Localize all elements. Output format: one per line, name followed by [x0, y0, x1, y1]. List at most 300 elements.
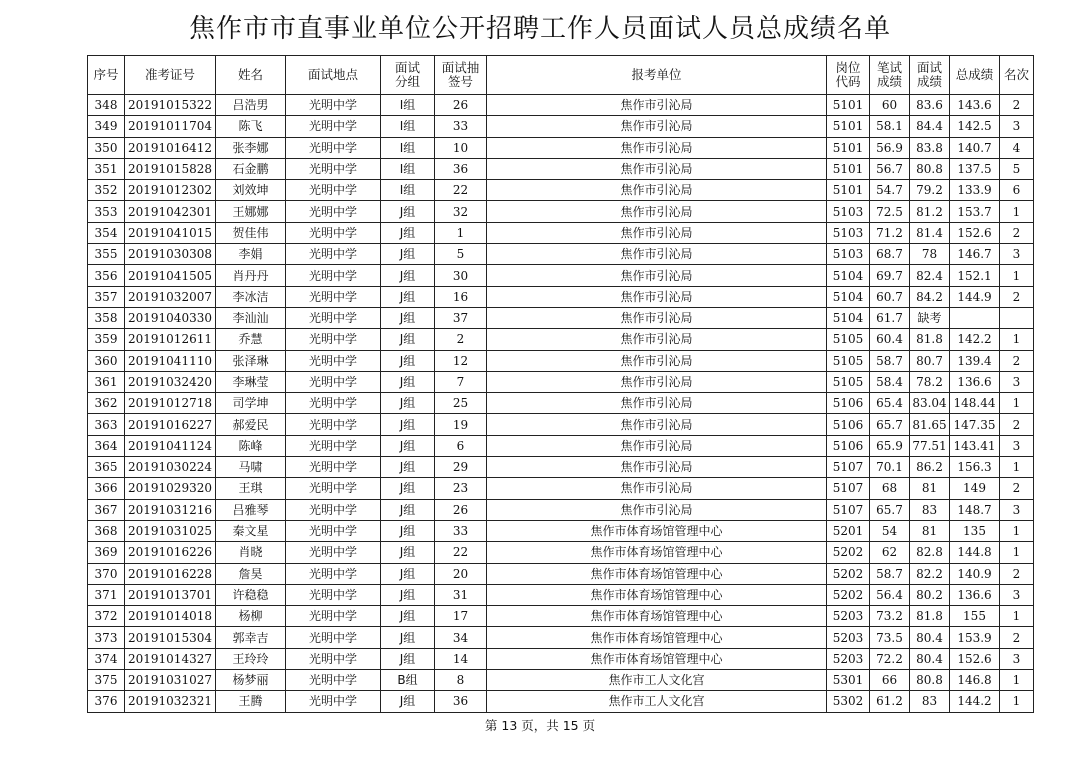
cell-interview-score: 83.8 — [910, 137, 950, 158]
cell-rank: 1 — [1000, 670, 1034, 691]
cell-unit: 焦作市引沁局 — [487, 350, 827, 371]
cell-group: I组 — [381, 137, 435, 158]
cell-written-score: 65.7 — [870, 414, 910, 435]
cell-location: 光明中学 — [286, 627, 381, 648]
cell-seq: 357 — [88, 286, 125, 307]
cell-name: 王玲玲 — [216, 648, 286, 669]
cell-unit: 焦作市引沁局 — [487, 329, 827, 350]
cell-post-code: 5203 — [827, 606, 870, 627]
table-row — [88, 350, 1034, 371]
cell-group: I组 — [381, 116, 435, 137]
table-row — [88, 457, 1034, 478]
cell-rank: 2 — [1000, 350, 1034, 371]
header-col-written-score: 笔试 成绩 — [870, 56, 910, 95]
cell-unit: 焦作市体育场馆管理中心 — [487, 648, 827, 669]
cell-group: J组 — [381, 393, 435, 414]
cell-draw-no: 36 — [435, 158, 487, 179]
cell-rank — [1000, 307, 1034, 328]
cell-name: 王琪 — [216, 478, 286, 499]
cell-rank: 1 — [1000, 691, 1034, 712]
cell-written-score: 58.4 — [870, 371, 910, 392]
cell-location: 光明中学 — [286, 201, 381, 222]
cell-exam-id: 20191014018 — [125, 606, 216, 627]
table-row — [88, 95, 1034, 116]
table-row — [88, 520, 1034, 541]
cell-interview-score: 82.8 — [910, 542, 950, 563]
cell-group: J组 — [381, 520, 435, 541]
cell-total-score: 155 — [950, 606, 1000, 627]
cell-written-score: 54.7 — [870, 180, 910, 201]
cell-post-code: 5104 — [827, 307, 870, 328]
cell-draw-no: 37 — [435, 307, 487, 328]
cell-draw-no: 6 — [435, 435, 487, 456]
cell-written-score: 61.7 — [870, 307, 910, 328]
cell-location: 光明中学 — [286, 542, 381, 563]
cell-unit: 焦作市引沁局 — [487, 244, 827, 265]
cell-written-score: 58.1 — [870, 116, 910, 137]
table-row — [88, 563, 1034, 584]
cell-written-score: 70.1 — [870, 457, 910, 478]
cell-group: J组 — [381, 371, 435, 392]
cell-exam-id: 20191032420 — [125, 371, 216, 392]
cell-draw-no: 14 — [435, 648, 487, 669]
cell-written-score: 66 — [870, 670, 910, 691]
cell-group: J组 — [381, 329, 435, 350]
cell-post-code: 5201 — [827, 520, 870, 541]
cell-rank: 3 — [1000, 584, 1034, 605]
cell-unit: 焦作市引沁局 — [487, 180, 827, 201]
cell-group: J组 — [381, 435, 435, 456]
cell-rank: 3 — [1000, 435, 1034, 456]
cell-interview-score: 82.2 — [910, 563, 950, 584]
cell-written-score: 60.7 — [870, 286, 910, 307]
cell-post-code: 5203 — [827, 627, 870, 648]
cell-group: J组 — [381, 222, 435, 243]
cell-interview-score: 81.8 — [910, 329, 950, 350]
cell-post-code: 5104 — [827, 265, 870, 286]
cell-seq: 363 — [88, 414, 125, 435]
cell-name: 陈飞 — [216, 116, 286, 137]
cell-written-score: 56.9 — [870, 137, 910, 158]
cell-location: 光明中学 — [286, 180, 381, 201]
cell-draw-no: 22 — [435, 180, 487, 201]
cell-exam-id: 20191012611 — [125, 329, 216, 350]
cell-interview-score: 81.65 — [910, 414, 950, 435]
table-row — [88, 201, 1034, 222]
header-col-location: 面试地点 — [286, 56, 381, 95]
cell-rank: 1 — [1000, 201, 1034, 222]
cell-draw-no: 23 — [435, 478, 487, 499]
cell-seq: 370 — [88, 563, 125, 584]
cell-unit: 焦作市引沁局 — [487, 307, 827, 328]
header-col-seq: 序号 — [88, 56, 125, 95]
cell-written-score: 65.9 — [870, 435, 910, 456]
cell-exam-id: 20191041505 — [125, 265, 216, 286]
cell-draw-no: 1 — [435, 222, 487, 243]
cell-rank: 1 — [1000, 520, 1034, 541]
cell-group: J组 — [381, 201, 435, 222]
cell-location: 光明中学 — [286, 648, 381, 669]
cell-draw-no: 26 — [435, 499, 487, 520]
cell-post-code: 5107 — [827, 457, 870, 478]
cell-unit: 焦作市引沁局 — [487, 222, 827, 243]
cell-unit: 焦作市引沁局 — [487, 414, 827, 435]
cell-unit: 焦作市引沁局 — [487, 457, 827, 478]
header-col-interview-score: 面试 成绩 — [910, 56, 950, 95]
cell-post-code: 5101 — [827, 95, 870, 116]
cell-interview-score: 80.4 — [910, 627, 950, 648]
cell-unit: 焦作市引沁局 — [487, 478, 827, 499]
cell-total-score — [950, 307, 1000, 328]
cell-exam-id: 20191031027 — [125, 670, 216, 691]
cell-written-score: 69.7 — [870, 265, 910, 286]
cell-location: 光明中学 — [286, 371, 381, 392]
cell-location: 光明中学 — [286, 307, 381, 328]
cell-draw-no: 33 — [435, 116, 487, 137]
table-row — [88, 180, 1034, 201]
cell-rank: 2 — [1000, 563, 1034, 584]
cell-name: 郭幸吉 — [216, 627, 286, 648]
cell-seq: 359 — [88, 329, 125, 350]
cell-draw-no: 36 — [435, 691, 487, 712]
cell-location: 光明中学 — [286, 286, 381, 307]
cell-group: J组 — [381, 499, 435, 520]
cell-post-code: 5202 — [827, 542, 870, 563]
cell-location: 光明中学 — [286, 520, 381, 541]
cell-draw-no: 12 — [435, 350, 487, 371]
cell-post-code: 5101 — [827, 158, 870, 179]
cell-interview-score: 84.2 — [910, 286, 950, 307]
page-footer: 第 13 页，共 15 页 — [484, 718, 596, 733]
cell-name: 肖晓 — [216, 542, 286, 563]
cell-interview-score: 78.2 — [910, 371, 950, 392]
cell-name: 吕浩男 — [216, 95, 286, 116]
cell-post-code: 5106 — [827, 414, 870, 435]
header-col-unit: 报考单位 — [487, 56, 827, 95]
cell-written-score: 62 — [870, 542, 910, 563]
cell-rank: 3 — [1000, 499, 1034, 520]
cell-draw-no: 22 — [435, 542, 487, 563]
cell-name: 李冰洁 — [216, 286, 286, 307]
cell-name: 王娜娜 — [216, 201, 286, 222]
cell-total-score: 139.4 — [950, 350, 1000, 371]
cell-post-code: 5105 — [827, 329, 870, 350]
cell-seq: 348 — [88, 95, 125, 116]
cell-draw-no: 29 — [435, 457, 487, 478]
cell-location: 光明中学 — [286, 414, 381, 435]
cell-location: 光明中学 — [286, 116, 381, 137]
header-col-name: 姓名 — [216, 56, 286, 95]
cell-seq: 350 — [88, 137, 125, 158]
table-row — [88, 116, 1034, 137]
cell-total-score: 153.9 — [950, 627, 1000, 648]
cell-group: J组 — [381, 542, 435, 563]
cell-post-code: 5103 — [827, 201, 870, 222]
cell-seq: 360 — [88, 350, 125, 371]
cell-group: J组 — [381, 244, 435, 265]
cell-total-score: 143.6 — [950, 95, 1000, 116]
cell-written-score: 71.2 — [870, 222, 910, 243]
cell-location: 光明中学 — [286, 329, 381, 350]
cell-draw-no: 17 — [435, 606, 487, 627]
cell-total-score: 152.6 — [950, 648, 1000, 669]
cell-post-code: 5202 — [827, 563, 870, 584]
table-row — [88, 435, 1034, 456]
cell-location: 光明中学 — [286, 158, 381, 179]
cell-rank: 2 — [1000, 478, 1034, 499]
cell-draw-no: 31 — [435, 584, 487, 605]
cell-exam-id: 20191030308 — [125, 244, 216, 265]
table-row — [88, 670, 1034, 691]
cell-location: 光明中学 — [286, 244, 381, 265]
cell-name: 李娟 — [216, 244, 286, 265]
cell-unit: 焦作市体育场馆管理中心 — [487, 584, 827, 605]
cell-seq: 375 — [88, 670, 125, 691]
cell-interview-score: 81.4 — [910, 222, 950, 243]
cell-name: 张李娜 — [216, 137, 286, 158]
table-row — [88, 691, 1034, 712]
cell-exam-id: 20191031025 — [125, 520, 216, 541]
cell-rank: 4 — [1000, 137, 1034, 158]
cell-location: 光明中学 — [286, 478, 381, 499]
cell-interview-score: 81.2 — [910, 201, 950, 222]
cell-post-code: 5203 — [827, 648, 870, 669]
cell-post-code: 5106 — [827, 393, 870, 414]
cell-post-code: 5105 — [827, 350, 870, 371]
cell-seq: 374 — [88, 648, 125, 669]
cell-rank: 5 — [1000, 158, 1034, 179]
cell-draw-no: 19 — [435, 414, 487, 435]
cell-written-score: 72.2 — [870, 648, 910, 669]
cell-group: J组 — [381, 627, 435, 648]
cell-name: 詹昊 — [216, 563, 286, 584]
cell-draw-no: 8 — [435, 670, 487, 691]
cell-total-score: 148.44 — [950, 393, 1000, 414]
cell-post-code: 5105 — [827, 371, 870, 392]
cell-total-score: 156.3 — [950, 457, 1000, 478]
cell-written-score: 68 — [870, 478, 910, 499]
cell-name: 吕雅琴 — [216, 499, 286, 520]
cell-seq: 368 — [88, 520, 125, 541]
cell-unit: 焦作市体育场馆管理中心 — [487, 627, 827, 648]
cell-group: J组 — [381, 584, 435, 605]
cell-seq: 358 — [88, 307, 125, 328]
cell-name: 王腾 — [216, 691, 286, 712]
cell-name: 许稳稳 — [216, 584, 286, 605]
cell-seq: 372 — [88, 606, 125, 627]
cell-written-score: 54 — [870, 520, 910, 541]
cell-location: 光明中学 — [286, 435, 381, 456]
cell-group: J组 — [381, 648, 435, 669]
cell-interview-score: 83.04 — [910, 393, 950, 414]
cell-unit: 焦作市体育场馆管理中心 — [487, 563, 827, 584]
cell-draw-no: 7 — [435, 371, 487, 392]
table-row — [88, 499, 1034, 520]
cell-name: 肖丹丹 — [216, 265, 286, 286]
cell-draw-no: 30 — [435, 265, 487, 286]
cell-total-score: 140.9 — [950, 563, 1000, 584]
cell-seq: 367 — [88, 499, 125, 520]
cell-interview-score: 80.4 — [910, 648, 950, 669]
cell-interview-score: 83 — [910, 499, 950, 520]
cell-exam-id: 20191012718 — [125, 393, 216, 414]
cell-exam-id: 20191016412 — [125, 137, 216, 158]
cell-draw-no: 33 — [435, 520, 487, 541]
cell-unit: 焦作市引沁局 — [487, 158, 827, 179]
cell-unit: 焦作市引沁局 — [487, 265, 827, 286]
cell-rank: 2 — [1000, 627, 1034, 648]
table-row — [88, 606, 1034, 627]
cell-name: 司学坤 — [216, 393, 286, 414]
cell-total-score: 133.9 — [950, 180, 1000, 201]
cell-draw-no: 25 — [435, 393, 487, 414]
cell-exam-id: 20191032321 — [125, 691, 216, 712]
results-table — [87, 55, 1034, 713]
cell-seq: 362 — [88, 393, 125, 414]
cell-group: J组 — [381, 563, 435, 584]
cell-draw-no: 32 — [435, 201, 487, 222]
cell-post-code: 5103 — [827, 244, 870, 265]
cell-draw-no: 10 — [435, 137, 487, 158]
cell-interview-score: 81 — [910, 478, 950, 499]
cell-draw-no: 5 — [435, 244, 487, 265]
cell-seq: 354 — [88, 222, 125, 243]
cell-interview-score: 81.8 — [910, 606, 950, 627]
cell-rank: 1 — [1000, 542, 1034, 563]
cell-exam-id: 20191030224 — [125, 457, 216, 478]
cell-interview-score: 84.4 — [910, 116, 950, 137]
table-row — [88, 307, 1034, 328]
cell-total-score: 152.6 — [950, 222, 1000, 243]
cell-unit: 焦作市引沁局 — [487, 137, 827, 158]
cell-interview-score: 80.2 — [910, 584, 950, 605]
cell-location: 光明中学 — [286, 606, 381, 627]
cell-exam-id: 20191041124 — [125, 435, 216, 456]
cell-location: 光明中学 — [286, 563, 381, 584]
cell-group: I组 — [381, 158, 435, 179]
cell-unit: 焦作市体育场馆管理中心 — [487, 606, 827, 627]
cell-post-code: 5302 — [827, 691, 870, 712]
cell-exam-id: 20191032007 — [125, 286, 216, 307]
cell-unit: 焦作市体育场馆管理中心 — [487, 542, 827, 563]
cell-draw-no: 34 — [435, 627, 487, 648]
cell-post-code: 5107 — [827, 478, 870, 499]
cell-location: 光明中学 — [286, 691, 381, 712]
cell-total-score: 144.2 — [950, 691, 1000, 712]
cell-location: 光明中学 — [286, 137, 381, 158]
cell-seq: 352 — [88, 180, 125, 201]
cell-unit: 焦作市引沁局 — [487, 116, 827, 137]
cell-total-score: 142.2 — [950, 329, 1000, 350]
cell-interview-score: 86.2 — [910, 457, 950, 478]
cell-exam-id: 20191015322 — [125, 95, 216, 116]
cell-unit: 焦作市引沁局 — [487, 371, 827, 392]
cell-exam-id: 20191016227 — [125, 414, 216, 435]
cell-group: J组 — [381, 478, 435, 499]
cell-group: J组 — [381, 691, 435, 712]
cell-seq: 376 — [88, 691, 125, 712]
cell-name: 贺佳伟 — [216, 222, 286, 243]
cell-exam-id: 20191016228 — [125, 563, 216, 584]
cell-seq: 365 — [88, 457, 125, 478]
cell-written-score: 61.2 — [870, 691, 910, 712]
cell-total-score: 136.6 — [950, 584, 1000, 605]
cell-exam-id: 20191042301 — [125, 201, 216, 222]
cell-group: I组 — [381, 180, 435, 201]
cell-rank: 2 — [1000, 95, 1034, 116]
cell-seq: 351 — [88, 158, 125, 179]
table-body — [88, 95, 1034, 713]
cell-name: 石金鹏 — [216, 158, 286, 179]
cell-name: 马啸 — [216, 457, 286, 478]
cell-post-code: 5101 — [827, 116, 870, 137]
cell-group: B组 — [381, 670, 435, 691]
cell-unit: 焦作市引沁局 — [487, 435, 827, 456]
cell-group: I组 — [381, 95, 435, 116]
cell-written-score: 73.2 — [870, 606, 910, 627]
cell-seq: 371 — [88, 584, 125, 605]
cell-rank: 3 — [1000, 648, 1034, 669]
cell-exam-id: 20191031216 — [125, 499, 216, 520]
cell-unit: 焦作市引沁局 — [487, 393, 827, 414]
table-row — [88, 584, 1034, 605]
cell-seq: 356 — [88, 265, 125, 286]
cell-name: 李汕汕 — [216, 307, 286, 328]
table-row — [88, 627, 1034, 648]
cell-exam-id: 20191014327 — [125, 648, 216, 669]
cell-rank: 2 — [1000, 414, 1034, 435]
cell-location: 光明中学 — [286, 457, 381, 478]
cell-seq: 364 — [88, 435, 125, 456]
cell-unit: 焦作市引沁局 — [487, 201, 827, 222]
cell-rank: 1 — [1000, 329, 1034, 350]
header-col-draw-no: 面试抽 签号 — [435, 56, 487, 95]
cell-group: J组 — [381, 307, 435, 328]
cell-exam-id: 20191012302 — [125, 180, 216, 201]
cell-group: J组 — [381, 414, 435, 435]
cell-location: 光明中学 — [286, 350, 381, 371]
cell-draw-no: 20 — [435, 563, 487, 584]
cell-name: 杨梦丽 — [216, 670, 286, 691]
cell-rank: 1 — [1000, 265, 1034, 286]
cell-name: 杨柳 — [216, 606, 286, 627]
cell-group: J组 — [381, 457, 435, 478]
cell-post-code: 5301 — [827, 670, 870, 691]
table-row — [88, 158, 1034, 179]
cell-post-code: 5101 — [827, 137, 870, 158]
cell-interview-score: 80.8 — [910, 670, 950, 691]
cell-group: J组 — [381, 265, 435, 286]
cell-exam-id: 20191016226 — [125, 542, 216, 563]
cell-rank: 3 — [1000, 244, 1034, 265]
cell-unit: 焦作市引沁局 — [487, 499, 827, 520]
cell-seq: 355 — [88, 244, 125, 265]
header-col-exam-id: 准考证号 — [125, 56, 216, 95]
cell-rank: 2 — [1000, 286, 1034, 307]
cell-written-score: 65.7 — [870, 499, 910, 520]
header-col-total-score: 总成绩 — [950, 56, 1000, 95]
cell-exam-id: 20191013701 — [125, 584, 216, 605]
cell-exam-id: 20191041015 — [125, 222, 216, 243]
cell-location: 光明中学 — [286, 95, 381, 116]
cell-total-score: 148.7 — [950, 499, 1000, 520]
cell-interview-score: 80.8 — [910, 158, 950, 179]
cell-interview-score: 79.2 — [910, 180, 950, 201]
cell-total-score: 143.41 — [950, 435, 1000, 456]
table-row — [88, 329, 1034, 350]
table-row — [88, 414, 1034, 435]
header-col-group: 面试 分组 — [381, 56, 435, 95]
